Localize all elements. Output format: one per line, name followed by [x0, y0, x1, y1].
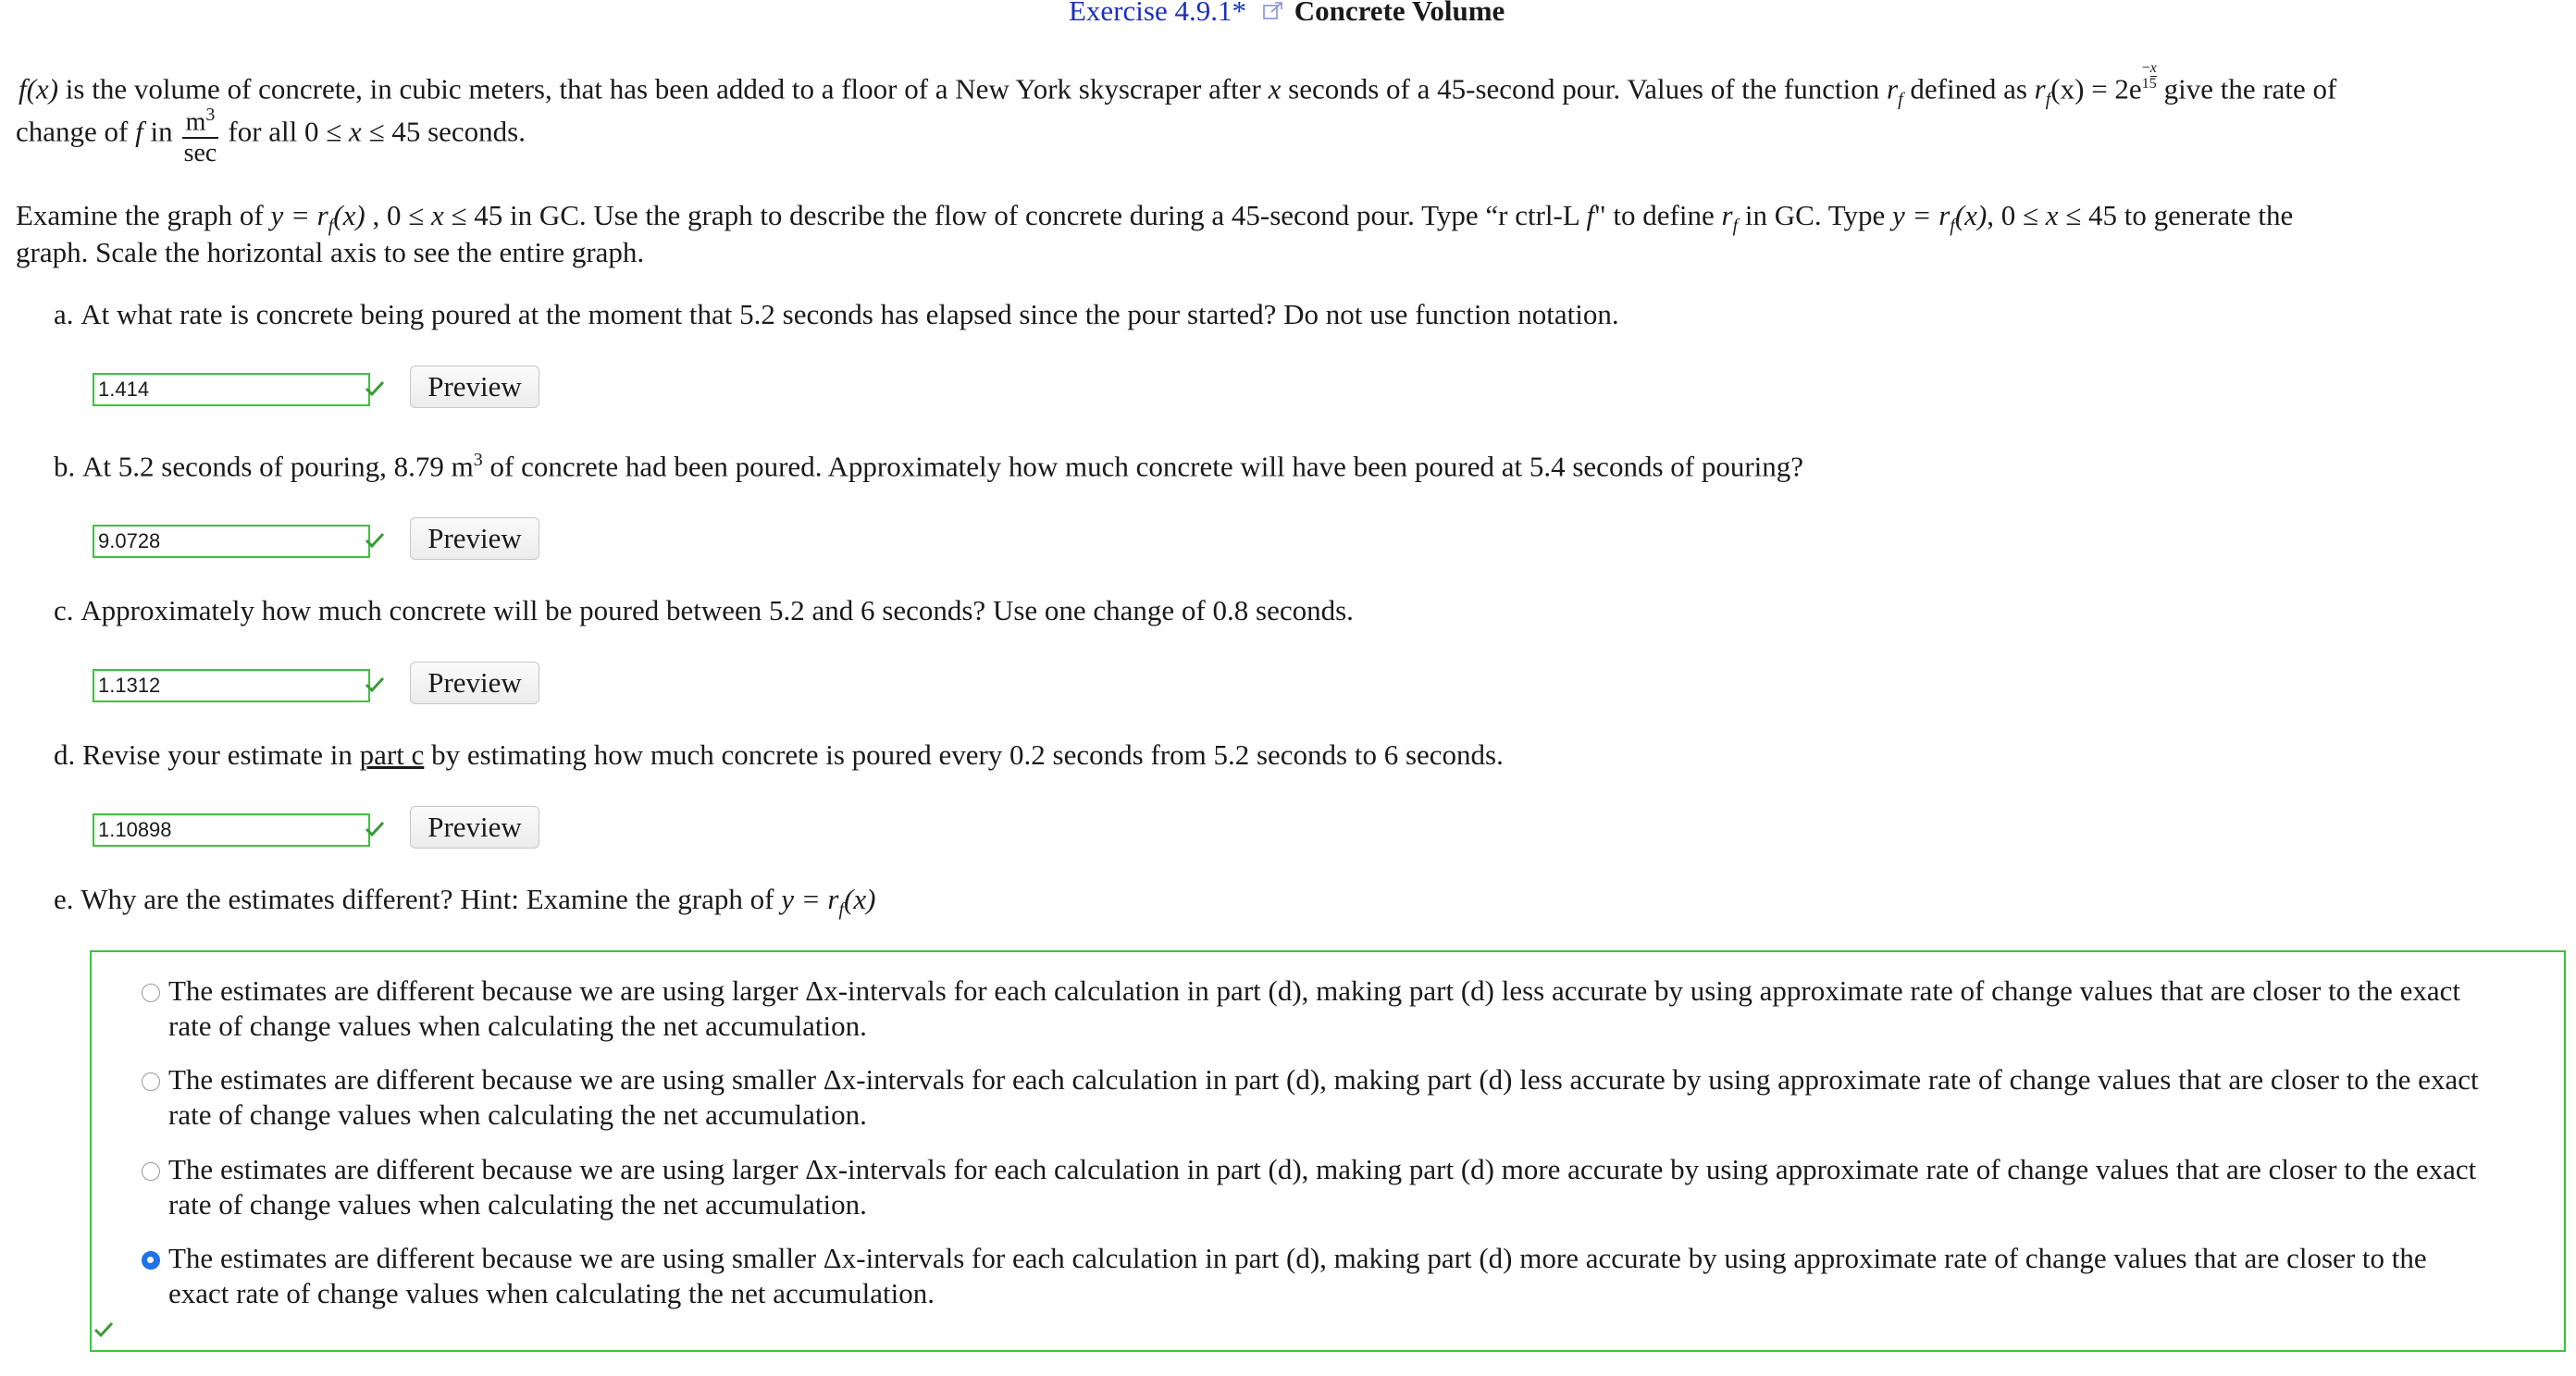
intro-line-2 [16, 100, 526, 168]
question-d [54, 738, 1504, 772]
check-icon [365, 676, 385, 693]
instr-f: f [1586, 199, 1595, 231]
question-e [54, 883, 875, 921]
question-a-label: a. [54, 298, 74, 330]
instr-sub-2: f [1732, 216, 1739, 237]
question-b [54, 450, 1803, 483]
question-a-text: At what rate is concrete being poured at the moment that 5.2 seconds has elapsed since the pour started? Do not use function notation. [80, 298, 1619, 330]
question-b-text-b: of concrete had been poured. Approximately how much concrete will have been poured at 5.4 seconds of pouring? [482, 450, 1804, 483]
choice-1-line-2: rate of change values when calculating the net accumulation. [168, 1010, 867, 1042]
x-symbol: x [1268, 72, 1282, 105]
question-e-label: e. [54, 883, 74, 915]
question-d-text-b: by estimating how much concrete is poured every 0.2 seconds from 5.2 seconds to 6 seconds. [424, 738, 1504, 771]
question-e-paren: (x) [844, 883, 876, 915]
rf-subscript: f [1898, 89, 1903, 110]
preview-button-a[interactable]: Preview [410, 366, 539, 408]
instr-text-5: in GC. Type [1738, 199, 1893, 231]
question-b-sup: 3 [473, 450, 483, 470]
rf-symbol: r [1886, 72, 1899, 105]
instr-text-2: , 0 ≤ [365, 199, 431, 231]
choice-4-line-2: exact rate of change values when calculating the net accumulation. [168, 1277, 935, 1309]
question-e-sub: f [838, 899, 845, 921]
choice-3-line-1: The estimates are different because we are using larger Δx-intervals for each calculation in part (d), making part (d) more accurate by using approximate rate of change values that are closer to the exact [168, 1153, 2477, 1185]
choice-3-text[interactable] [168, 1152, 2556, 1222]
instr-text-7: ≤ 45 to generate the [2058, 199, 2294, 231]
rf-symbol-2: r [2034, 72, 2046, 105]
preview-button-b[interactable]: Preview [410, 517, 539, 560]
instr-y-expr: y = r [270, 199, 328, 231]
check-icon [365, 380, 385, 397]
question-d-text-a: Revise your estimate in [82, 738, 360, 771]
intro-text-5: change of [16, 115, 136, 148]
question-b-text-a: At 5.2 seconds of pouring, 8.79 m [82, 450, 474, 483]
question-c-label: c. [54, 594, 74, 626]
choice-1-text[interactable] [168, 973, 2556, 1044]
instr-text-4: " to define [1594, 199, 1722, 231]
intro-text-3: defined as [1902, 72, 2035, 105]
exercise-link[interactable]: Exercise 4.9.1* [1069, 0, 1246, 27]
instr-x-2: x [2045, 199, 2059, 231]
intro-text-2: seconds of a 45-second pour. Values of the function [1281, 72, 1887, 105]
choice-2-text[interactable] [168, 1062, 2556, 1133]
part-c-link[interactable]: part c [359, 738, 425, 771]
question-e-text: Why are the estimates different? Hint: Examine the graph of [80, 883, 782, 915]
instr-text-6: , 0 ≤ [1987, 199, 2046, 231]
instr-sub-1: f [328, 216, 334, 237]
unit-num: m [185, 107, 206, 137]
check-icon [93, 1321, 114, 1338]
instr-paren-2: (x) [1954, 199, 1988, 231]
check-icon [365, 821, 385, 837]
radio-choice-3[interactable] [142, 1162, 160, 1181]
radio-choice-4-selected[interactable] [142, 1251, 160, 1270]
instr-rf: r [1721, 199, 1733, 231]
answer-c-input[interactable]: 1.1312 [93, 669, 370, 702]
question-c-text: Approximately how much concrete will be poured between 5.2 and 6 seconds? Use one change of 0.8 seconds. [80, 594, 1354, 626]
check-icon [365, 532, 385, 549]
choice-1-line-1: The estimates are different because we are using larger Δx-intervals for each calculation in part (d), making part (d) less accurate by using approximate rate of change values that are closer to the exact [168, 974, 2461, 1007]
instructions-line-2: graph. Scale the horizontal axis to see the entire graph. [16, 236, 645, 268]
instructions-line-1 [16, 199, 2293, 237]
choice-2-line-2: rate of change values when calculating the net accumulation. [168, 1098, 867, 1131]
question-e-y: y = r [781, 883, 839, 915]
intro-text-6: in [142, 115, 173, 148]
external-link-icon[interactable] [1263, 2, 1289, 26]
intro-text-8: ≤ 45 seconds. [361, 115, 526, 148]
formula-lhs: (x) = 2e [2050, 72, 2142, 105]
instr-x-1: x [430, 199, 444, 231]
question-a [54, 298, 1619, 331]
intro-text-7: for all 0 ≤ [228, 115, 350, 148]
answer-d-input[interactable]: 1.10898 [93, 813, 370, 847]
f-symbol: f [135, 115, 143, 148]
unit-den: sec [183, 139, 217, 168]
instr-sub-3: f [1950, 216, 1955, 237]
preview-button-c[interactable]: Preview [410, 662, 539, 704]
unit-fraction [182, 100, 219, 168]
answer-b-input[interactable]: 9.0728 [93, 525, 370, 558]
instr-text-1: Examine the graph of [16, 199, 271, 231]
instr-y-expr-2: y = r [1892, 199, 1951, 231]
unit-sup: 3 [205, 105, 216, 125]
question-b-label: b. [54, 450, 76, 483]
external-link-icon-svg [1263, 2, 1283, 20]
choice-2-line-1: The estimates are different because we are using smaller Δx-intervals for each calculation in part (d), making part (d) less accurate by using approximate rate of change values that are closer to the exact [168, 1063, 2479, 1096]
intro-text-4: give the rate of [2156, 72, 2337, 105]
fx-symbol: f(x) [19, 72, 59, 105]
instr-paren-1: (x) [333, 199, 365, 231]
radio-choice-2[interactable] [142, 1072, 160, 1091]
answer-a-input[interactable]: 1.414 [93, 373, 370, 406]
instr-text-3: ≤ 45 in GC. Use the graph to describe the flow of concrete during a 45-second pour. Type “r ctrl-L [443, 199, 1587, 231]
x-symbol-2: x [349, 115, 362, 148]
exponent-fraction: −x 15 [2141, 60, 2157, 92]
page-title: Concrete Volume [1294, 0, 1505, 27]
question-c [54, 594, 1354, 627]
exponent-den: 15 [2141, 76, 2157, 92]
radio-choice-1[interactable] [142, 984, 160, 1002]
preview-button-d[interactable]: Preview [410, 806, 539, 849]
intro-text-1: is the volume of concrete, in cubic meters, that has been added to a floor of a New York skyscraper after [58, 72, 1269, 105]
rf-subscript-2: f [2045, 89, 2051, 110]
choice-3-line-2: rate of change values when calculating the net accumulation. [168, 1188, 867, 1221]
exercise-title [1069, 0, 1505, 28]
choice-4-line-1: The estimates are different because we are using smaller Δx-intervals for each calculation in part (d), making part (d) more accurate by using approximate rate of change values that are closer to the [168, 1242, 2427, 1274]
question-d-label: d. [54, 738, 76, 771]
choice-4-text[interactable] [168, 1241, 2556, 1311]
exponent-num: x [2149, 60, 2157, 76]
